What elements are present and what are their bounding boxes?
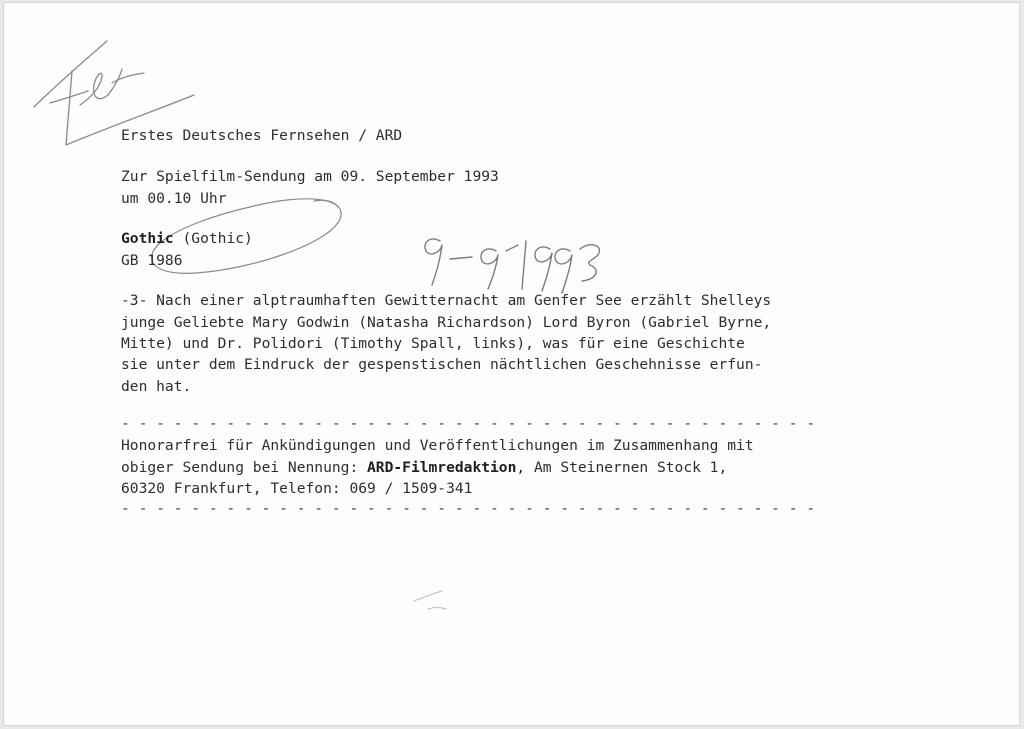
film-title-line xyxy=(121,229,253,249)
film-country-year: GB 1986 xyxy=(121,252,183,269)
film-title: Gothic xyxy=(121,230,174,247)
broadcast-time-line: um 00.10 Uhr xyxy=(121,190,227,207)
handwritten-date xyxy=(425,239,599,293)
separator-bottom: - - - - - - - - - - - - - - - - - - - - - - - - - - - - - - - - - - - - - - - - xyxy=(121,500,816,517)
synopsis-line: Mitte) und Dr. Polidori (Timothy Spall, links), was für eine Geschichte xyxy=(121,335,745,352)
credits-line xyxy=(121,458,727,478)
faint-pencil-mark xyxy=(414,591,446,609)
credits-prefix: obiger Sendung bei Nennung: xyxy=(121,459,368,476)
press-photo-back xyxy=(3,2,1020,726)
credits-address: , Am Steinernen Stock 1, xyxy=(516,459,728,476)
synopsis-line: den hat. xyxy=(121,378,192,395)
broadcast-date-line: Zur Spielfilm-Sendung am 09. September 1993 xyxy=(121,168,499,185)
broadcaster-line: Erstes Deutsches Fernsehen / ARD xyxy=(121,127,403,144)
synopsis-line: -3- Nach einer alptraumhaften Gewitternacht am Genfer See erzählt Shelleys xyxy=(121,292,772,309)
synopsis-line: sie unter dem Eindruck der gespenstischen nächtlichen Geschehnisse erfun- xyxy=(121,356,763,373)
synopsis-line: junge Geliebte Mary Godwin (Natasha Richardson) Lord Byron (Gabriel Byrne, xyxy=(121,314,772,331)
film-original-title: (Gothic) xyxy=(182,230,253,247)
credits-line: 60320 Frankfurt, Telefon: 069 / 1509-341 xyxy=(121,480,473,497)
credits-editorial: ARD-Filmredaktion xyxy=(367,459,517,476)
credits-line: Honorarfrei für Ankündigungen und Veröffentlichungen im Zusammenhang mit xyxy=(121,437,754,454)
separator-top: - - - - - - - - - - - - - - - - - - - - - - - - - - - - - - - - - - - - - - - - xyxy=(121,415,816,432)
